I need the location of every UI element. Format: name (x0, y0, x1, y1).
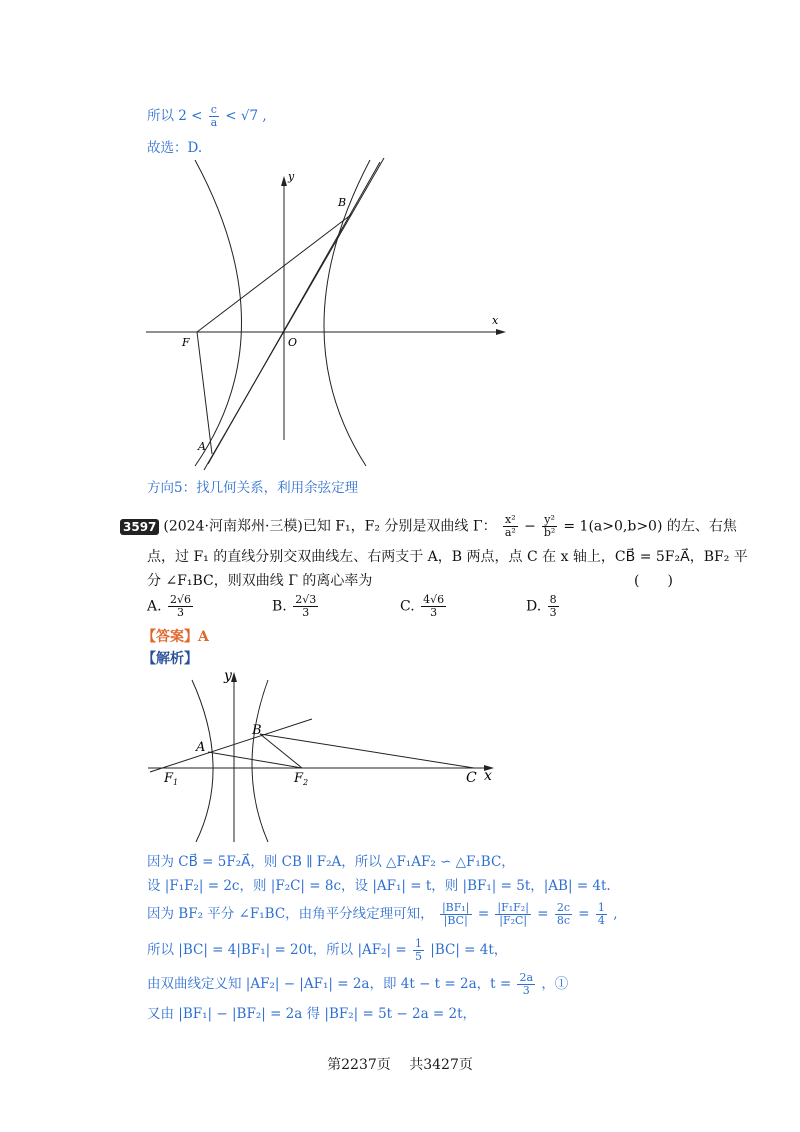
label-C: C (466, 770, 477, 786)
page-footer: 第2237页 共3427页 (327, 1057, 473, 1073)
solution-line-2: 设 |F₁F₂| = 2c，则 |F₂C| = 8c，设 |AF₁| = t，则 |BF₁| = 5t，|AB| = 4t. (147, 878, 611, 894)
label-y: y (224, 668, 232, 684)
line-A-O (208, 162, 380, 464)
option-A[interactable]: A. $\frac{2√6}{3}$ (147, 593, 192, 619)
label-B: B (338, 196, 347, 209)
solution-line-4: 所以 |BC| = 4|BF₁| = 20t，所以 |AF₂| = $\frac{1}{5}$ |BC| = 4t， (147, 937, 508, 963)
label-O: O (288, 336, 298, 349)
problem-stem-line-3: 分 ∠F₁BC，则双曲线 Γ 的离心率为 (147, 573, 373, 589)
line-B-C (260, 734, 474, 768)
left-branch (192, 680, 213, 842)
label-F1: $F_1$ (164, 771, 179, 787)
label-A: A (196, 740, 206, 755)
line-A-F2 (208, 752, 302, 768)
answer-bracket: ( ) (634, 573, 673, 589)
hyperbola-figure-1 (140, 152, 520, 472)
label-A: A (198, 440, 206, 453)
solution-line-5: 由双曲线定义知 |AF₂| − |AF₁| = 2a，即 4t − t = 2a，t = $\frac{2a}{3}$ ，① (147, 971, 569, 997)
label-x: x (484, 768, 492, 784)
line-B-F2 (260, 734, 302, 768)
x-axis-arrow (496, 329, 506, 335)
solution-line-3: 因为 BF₂ 平分 ∠F₁BC，由角平分线定理可知， $\frac{\text{|BF₁|}}{|BC|}$ = $\frac{\text{|F₁F₂|}}{\text{|F₂C|}}$ = $\frac{2c}{8c}$ = $\frac{1}{4}$ , (147, 901, 618, 927)
hyperbola-figure-2 (140, 664, 510, 848)
problem-number: 3597 (120, 519, 159, 535)
choice-line: 故选：D. (147, 140, 203, 156)
option-B[interactable]: B. $\frac{2√3}{3}$ (272, 593, 317, 619)
solution-line-1: 因为 CB⃗ = 5F₂A⃗，则 CB ∥ F₂A，所以 △F₁AF₂ ∽ △F₁BC， (147, 854, 515, 870)
reasoning-line-1: 所以 2 < $\frac{c}{a}$ < √7 , (147, 103, 267, 129)
right-branch (324, 160, 370, 466)
option-C[interactable]: C. $\frac{4√6}{3}$ (400, 593, 445, 619)
solution-line-6: 又由 |BF₁| − |BF₂| = 2a 得 |BF₂| = 5t − 2a = 2t， (147, 1006, 477, 1022)
direction-5: 方向5：找几何关系，利用余弦定理 (147, 480, 359, 496)
analysis-tag: 【解析】 (142, 651, 198, 667)
label-B: B (252, 723, 262, 738)
fraction-c-over-a: $\frac{c}{a}$ (210, 103, 218, 129)
label-y: y (288, 170, 295, 183)
label-F2: $F_2$ (294, 771, 309, 787)
option-D[interactable]: D. $\frac{8}{3}$ (526, 593, 557, 619)
line-FA (197, 332, 212, 454)
left-branch (195, 160, 242, 466)
line-F1-extended (150, 719, 312, 772)
label-x: x (492, 314, 499, 327)
answer-line: 【答案】A (142, 629, 209, 645)
y-axis-arrow (281, 176, 287, 186)
problem-stem-line-2: 点，过 F₁ 的直线分别交双曲线左、右两支于 A，B 两点，点 C 在 x 轴上，CB⃗ = 5F₂A⃗，BF₂ 平 (147, 549, 748, 565)
problem-stem-line-1: 3597 (2024·河南郑州·三模)已知 F₁，F₂ 分别是双曲线 Γ： $\frac{\text{x²}}{\text{a²}}$ − $\frac{\text{y²}}{\text{b²}}$ = 1(a>0,b>0) 的左、右焦 (120, 514, 737, 539)
label-F: F (182, 336, 190, 349)
